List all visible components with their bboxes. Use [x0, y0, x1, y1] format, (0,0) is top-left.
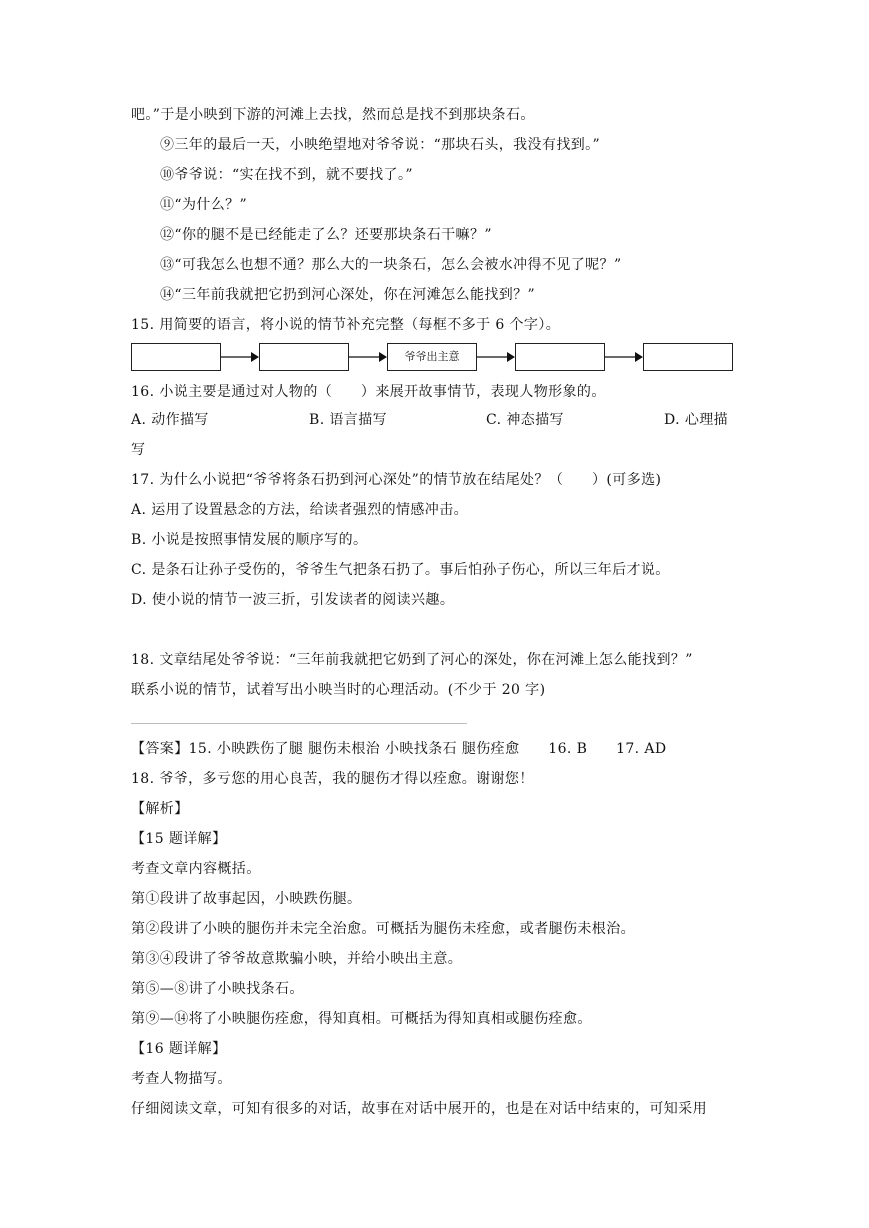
story-paragraph-12: ⑫“你的腿不是已经能走了么？还要那块条石干嘛？” — [160, 227, 492, 243]
arrow-right-icon — [221, 349, 259, 365]
question-16-option-d-wrap: 写 — [131, 442, 146, 458]
analysis-line: 考查文章内容概括。 — [131, 861, 261, 877]
arrow-right-icon — [477, 349, 515, 365]
analysis-heading: 【解析】 — [131, 801, 189, 817]
question-15-text: 15. 用简要的语言，将小说的情节补充完整（每框不多于 6 个字）。 — [131, 317, 561, 333]
analysis-line: 考查人物描写。 — [131, 1071, 232, 1087]
plot-box-1 — [131, 343, 221, 371]
arrow-right-icon — [605, 349, 643, 365]
analysis-16-heading: 【16 题详解】 — [131, 1041, 227, 1057]
question-16-option-b: B. 语言描写 — [309, 412, 387, 428]
story-paragraph-9: ⑨三年的最后一天，小映绝望地对爷爷说：“那块石头，我没有找到。” — [160, 137, 601, 153]
analysis-15-heading: 【15 题详解】 — [131, 831, 227, 847]
plot-box-5 — [643, 343, 733, 371]
analysis-line: 第⑨—⑭将了小映腿伤痊愈，得知真相。可概括为得知真相或腿伤痊愈。 — [131, 1011, 592, 1027]
question-16-text: 16. 小说主要是通过对人物的（ ）来展开故事情节，表现人物形象的。 — [131, 384, 606, 400]
analysis-line: 仔细阅读文章，可知有很多的对话，故事在对话中展开的，也是在对话中结束的，可知采用 — [131, 1101, 707, 1117]
answer-line-2: 18. 爷爷，多亏您的用心良苦，我的腿伤才得以痊愈。谢谢您！ — [131, 771, 534, 787]
question-16-option-d: D. 心理描 — [664, 412, 729, 428]
arrow-right-icon — [349, 349, 387, 365]
plot-box-4 — [515, 343, 605, 371]
question-16-option-a: A. 动作描写 — [131, 412, 209, 428]
analysis-line: 第①段讲了故事起因，小映跌伤腿。 — [131, 891, 362, 907]
analysis-line: 第⑤—⑧讲了小映找条石。 — [131, 981, 304, 997]
question-17-option-b: B. 小说是按照事情发展的顺序写的。 — [131, 532, 368, 548]
answer-divider — [131, 723, 467, 724]
story-paragraph-11: ⑪“为什么？” — [160, 197, 248, 213]
question-18-text: 18. 文章结尾处爷爷说：“三年前我就把它奶到了河心的深处，你在河滩上怎么能找到？” — [131, 652, 693, 668]
question-16-option-c: C. 神态描写 — [486, 412, 564, 428]
story-paragraph-10: ⑩爷爷说：“实在找不到，就不要找了。” — [160, 167, 413, 183]
question-17-text: 17. 为什么小说把“爷爷将条石扔到河心深处”的情节放在结尾处？（ ）(可多选) — [131, 472, 662, 488]
plot-box-2 — [259, 343, 349, 371]
story-paragraph-13: ⑬“可我怎么也想不通？那么大的一块条石，怎么会被水冲得不见了呢？” — [160, 257, 622, 273]
question-17-option-d: D. 使小说的情节一波三折，引发读者的阅读兴趣。 — [131, 592, 455, 608]
story-paragraph-14: ⑭“三年前我就把它扔到河心深处，你在河滩怎么能找到？” — [160, 287, 536, 303]
question-17-option-c: C. 是条石让孙子受伤的，爷爷生气把条石扔了。事后怕孙子伤心，所以三年后才说。 — [131, 562, 670, 578]
question-17-option-a: A. 运用了设置悬念的方法，给读者强烈的情感冲击。 — [131, 502, 469, 518]
answer-line-1: 【答案】15. 小映跌伤了腿 腿伤未根治 小映找条石 腿伤痊愈 16. B 17. AD — [131, 741, 667, 757]
analysis-line: 第③④段讲了爷爷故意欺骗小映，并给小映出主意。 — [131, 951, 463, 967]
plot-box-3: 爷爷出主意 — [387, 343, 477, 371]
question-18-text-line-2: 联系小说的情节，试着写出小映当时的心理活动。(不少于 20 字) — [131, 682, 546, 698]
story-paragraph-continuation: 吧。”于是小映到下游的河滩上去找，然而总是找不到那块条石。 — [131, 107, 535, 123]
analysis-line: 第②段讲了小映的腿伤并未完全治愈。可概括为腿伤未痊愈，或者腿伤未根治。 — [131, 921, 635, 937]
